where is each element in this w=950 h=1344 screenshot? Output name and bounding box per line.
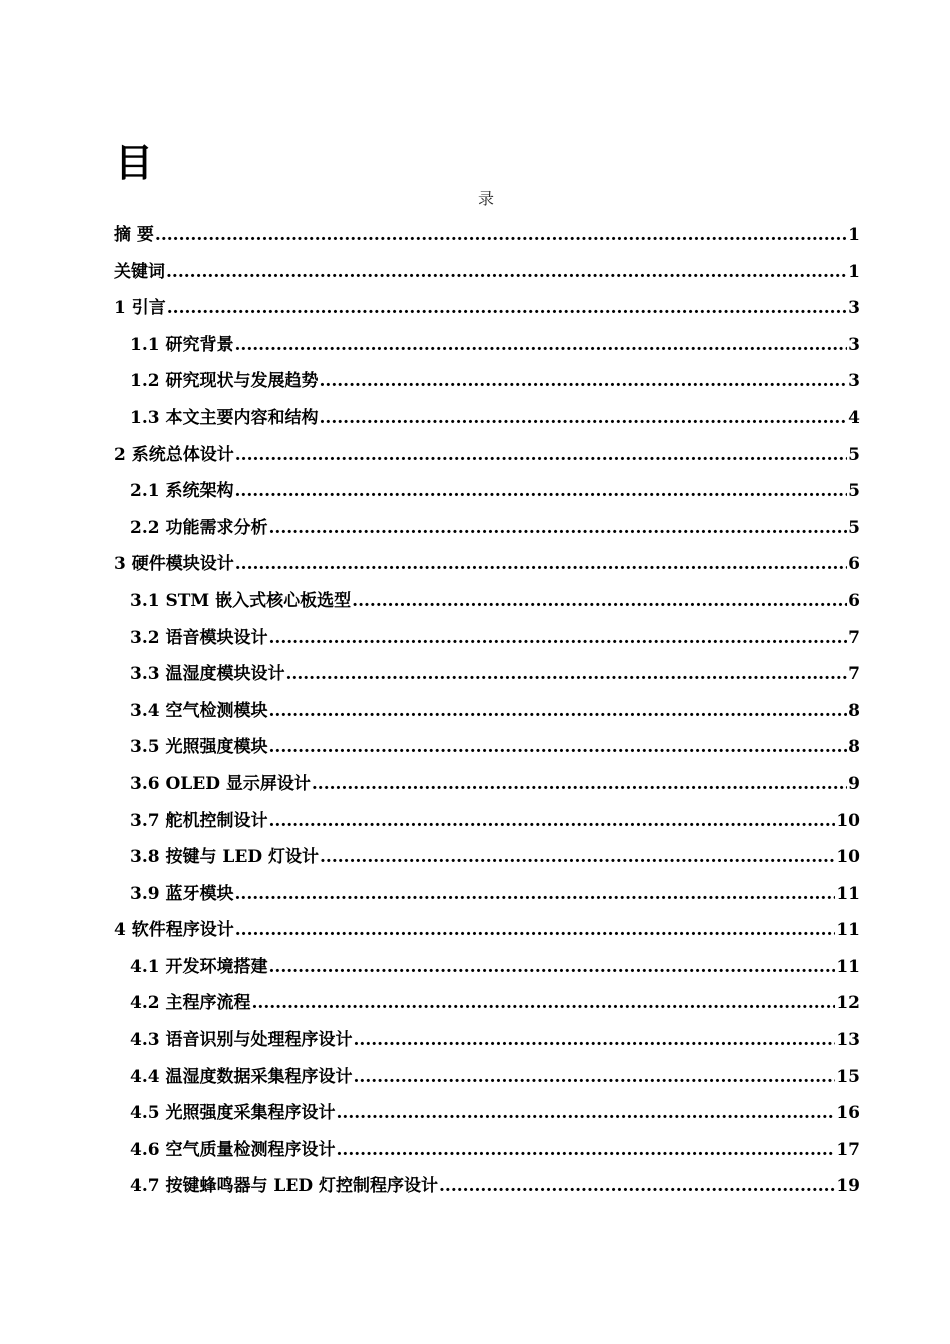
toc-dot-leader xyxy=(269,628,848,648)
toc-entry-label: 4.1 开发环境搭建 xyxy=(130,956,268,977)
toc-entry[interactable] xyxy=(114,842,860,879)
toc-dot-leader xyxy=(337,1103,836,1123)
toc-entry-page-number: 6 xyxy=(848,554,860,575)
toc-entry[interactable] xyxy=(114,659,860,696)
toc-dot-leader xyxy=(235,481,848,501)
toc-entry[interactable] xyxy=(114,476,860,513)
toc-entry-page-number: 5 xyxy=(848,444,860,465)
toc-title-char-1: 目 xyxy=(115,141,154,185)
toc-entry-label: 1.3 本文主要内容和结构 xyxy=(130,407,319,428)
toc-dot-leader xyxy=(269,957,836,977)
toc-entry-page-number: 11 xyxy=(836,883,860,904)
toc-dot-leader xyxy=(312,774,847,794)
toc-entry-page-number: 15 xyxy=(836,1066,860,1087)
toc-entry-label: 4.3 语音识别与处理程序设计 xyxy=(130,1030,353,1051)
toc-title-char-2: 录 xyxy=(477,189,494,208)
toc-entry[interactable] xyxy=(114,623,860,660)
toc-entry-page-number: 5 xyxy=(848,481,860,502)
toc-entry[interactable] xyxy=(114,1135,860,1172)
toc-entry[interactable] xyxy=(114,696,860,733)
toc-entry-page-number: 1 xyxy=(848,261,860,282)
toc-entry-page-number: 3 xyxy=(848,334,860,355)
toc-entry-label: 1.2 研究现状与发展趋势 xyxy=(130,371,319,392)
toc-entry[interactable] xyxy=(114,915,860,952)
toc-dot-leader xyxy=(167,298,847,318)
toc-entry-label: 3 硬件模块设计 xyxy=(114,554,234,575)
toc-dot-leader xyxy=(235,554,847,574)
toc-entry[interactable] xyxy=(114,549,860,586)
toc-entry-label: 3.5 光照强度模块 xyxy=(130,737,268,758)
toc-entry-page-number: 8 xyxy=(848,737,860,758)
table-of-contents xyxy=(114,220,860,1208)
toc-entry[interactable] xyxy=(114,879,860,916)
toc-entry-label: 关键词 xyxy=(114,261,165,282)
toc-entry-page-number: 1 xyxy=(848,225,860,245)
toc-entry-page-number: 7 xyxy=(848,627,860,648)
toc-entry[interactable] xyxy=(114,1171,860,1208)
toc-entry[interactable] xyxy=(114,220,860,257)
toc-entry-label: 3.2 语音模块设计 xyxy=(130,627,268,648)
toc-entry-page-number: 17 xyxy=(836,1139,860,1160)
toc-entry[interactable] xyxy=(114,586,860,623)
toc-entry[interactable] xyxy=(114,513,860,550)
toc-dot-leader xyxy=(235,884,836,904)
toc-dot-leader xyxy=(269,701,848,721)
toc-entry-label: 2.1 系统架构 xyxy=(130,481,234,502)
toc-entry-label: 3.6 OLED 显示屏设计 xyxy=(130,773,311,794)
toc-entry-page-number: 11 xyxy=(836,920,860,941)
toc-entry-label: 2 系统总体设计 xyxy=(114,444,234,465)
toc-entry-label: 3.7 舵机控制设计 xyxy=(130,810,268,831)
toc-dot-leader xyxy=(354,1067,836,1087)
toc-entry-page-number: 5 xyxy=(848,517,860,538)
toc-entry[interactable] xyxy=(114,403,860,440)
toc-dot-leader xyxy=(352,591,847,611)
toc-entry-label: 4 软件程序设计 xyxy=(114,920,234,941)
toc-dot-leader xyxy=(155,225,847,245)
toc-dot-leader xyxy=(235,445,847,465)
toc-entry-label: 1 引言 xyxy=(114,298,166,319)
toc-dot-leader xyxy=(439,1176,835,1196)
toc-entry-label: 3.4 空气检测模块 xyxy=(130,700,268,721)
toc-entry-label: 3.8 按键与 LED 灯设计 xyxy=(130,847,319,868)
toc-dot-leader xyxy=(269,737,848,757)
toc-entry-page-number: 3 xyxy=(848,298,860,319)
toc-dot-leader xyxy=(320,408,848,428)
toc-dot-leader xyxy=(320,847,835,867)
toc-entry-label: 4.5 光照强度采集程序设计 xyxy=(130,1103,336,1124)
toc-entry-page-number: 16 xyxy=(836,1103,860,1124)
toc-entry[interactable] xyxy=(114,1062,860,1099)
toc-dot-leader xyxy=(354,1030,836,1050)
toc-entry-label: 摘 要 xyxy=(114,225,154,245)
toc-entry-page-number: 3 xyxy=(848,371,860,392)
toc-dot-leader xyxy=(166,262,847,282)
toc-entry-label: 3.9 蓝牙模块 xyxy=(130,883,234,904)
toc-entry-page-number: 6 xyxy=(848,590,860,611)
toc-entry-page-number: 19 xyxy=(836,1176,860,1197)
toc-entry[interactable] xyxy=(114,769,860,806)
toc-entry-page-number: 9 xyxy=(848,773,860,794)
toc-entry[interactable] xyxy=(114,440,860,477)
toc-entry[interactable] xyxy=(114,293,860,330)
toc-entry-page-number: 10 xyxy=(836,810,860,831)
toc-entry-label: 3.1 STM 嵌入式核心板选型 xyxy=(130,590,352,611)
toc-entry-page-number: 12 xyxy=(836,993,860,1014)
toc-entry-page-number: 10 xyxy=(836,847,860,868)
toc-dot-leader xyxy=(337,1140,836,1160)
toc-entry-page-number: 4 xyxy=(848,407,860,428)
toc-entry-page-number: 7 xyxy=(848,664,860,685)
toc-entry-page-number: 11 xyxy=(836,956,860,977)
toc-entry[interactable] xyxy=(114,1025,860,1062)
toc-dot-leader xyxy=(286,664,848,684)
toc-entry-label: 4.7 按键蜂鸣器与 LED 灯控制程序设计 xyxy=(130,1176,438,1197)
toc-entry-label: 2.2 功能需求分析 xyxy=(130,517,268,538)
toc-entry-label: 1.1 研究背景 xyxy=(130,334,234,355)
toc-dot-leader xyxy=(252,993,836,1013)
toc-entry-page-number: 13 xyxy=(836,1030,860,1051)
toc-dot-leader xyxy=(235,335,848,355)
toc-entry[interactable] xyxy=(114,988,860,1025)
toc-entry-label: 3.3 温湿度模块设计 xyxy=(130,664,285,685)
toc-entry-label: 4.6 空气质量检测程序设计 xyxy=(130,1139,336,1160)
toc-entry[interactable] xyxy=(114,366,860,403)
toc-entry[interactable] xyxy=(114,732,860,769)
toc-entry[interactable] xyxy=(114,257,860,294)
toc-entry[interactable] xyxy=(114,330,860,367)
toc-entry[interactable] xyxy=(114,806,860,843)
toc-entry[interactable] xyxy=(114,952,860,989)
toc-entry-page-number: 8 xyxy=(848,700,860,721)
toc-dot-leader xyxy=(320,371,848,391)
toc-dot-leader xyxy=(269,811,836,831)
toc-entry-label: 4.4 温湿度数据采集程序设计 xyxy=(130,1066,353,1087)
toc-entry-label: 4.2 主程序流程 xyxy=(130,993,251,1014)
toc-dot-leader xyxy=(235,920,836,940)
toc-dot-leader xyxy=(269,518,848,538)
toc-entry[interactable] xyxy=(114,1098,860,1135)
